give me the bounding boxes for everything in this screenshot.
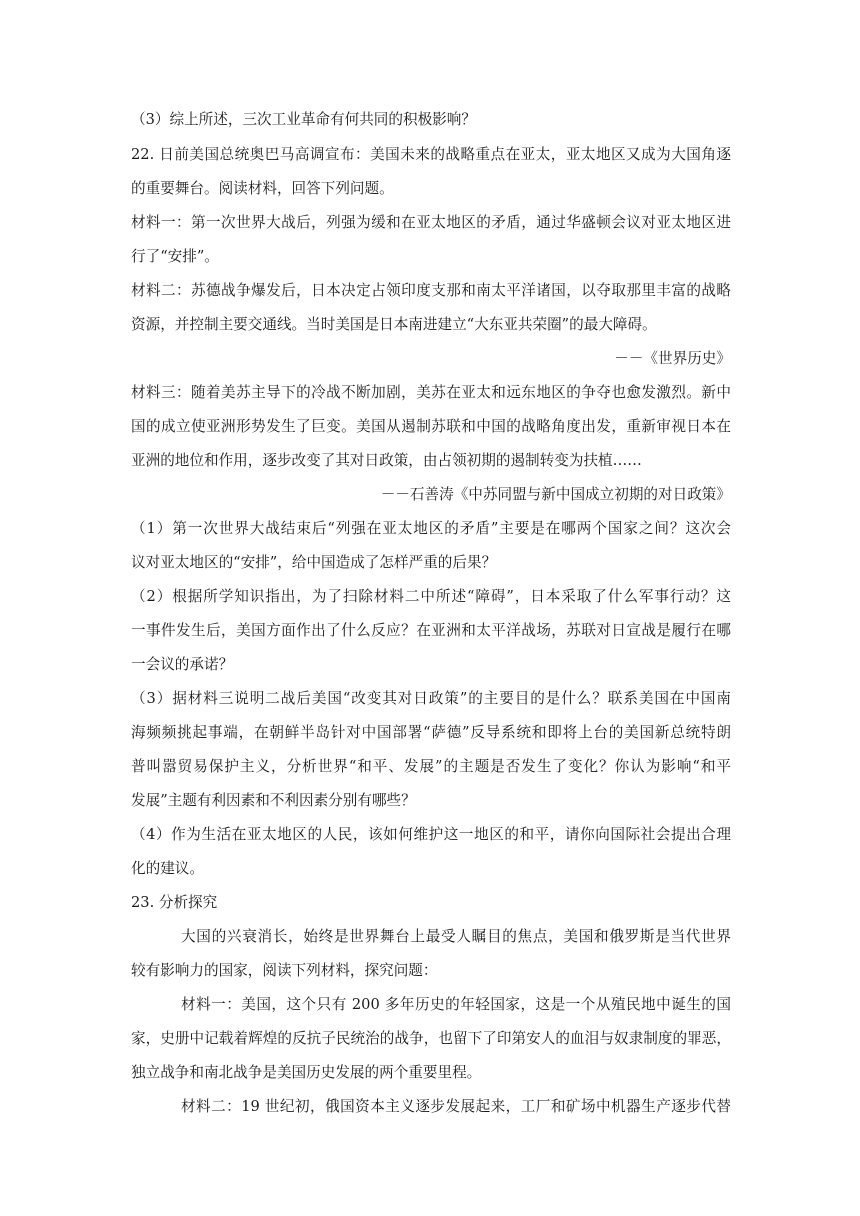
material-3-source: －－石善涛《中苏同盟与新中国成立初期的对日政策》 [380,486,731,503]
question-22-part-2-line-1: （2）根据所学知识指出，为了扫除材料二中所述“障碍”，日本采取了什么军事行动？这 [131,588,731,605]
material-1-line-1: 材料一：第一次世界大战后，列强为缓和在亚太地区的矛盾，通过华盛顿会议对亚太地区进 [131,214,731,231]
material-3-line-3: 亚洲的地位和作用，逐步改变了其对日政策，由占领初期的遏制转变为扶植…… [131,452,642,469]
question-23-heading: 23. 分析探究 [131,894,218,911]
question-22-part-2-line-3: 一会议的承诺？ [131,656,234,673]
question-22-part-3-line-1: （3）据材料三说明二战后美国“改变其对日政策”的主要目的是什么？联系美国在中国南 [131,690,731,707]
question-22-intro-line-1: 22. 日前美国总统奥巴马高调宣布：美国未来的战略重点在亚太，亚太地区又成为大国角逐 [131,146,731,163]
question-22-part-4-line-2: 化的建议。 [131,860,204,877]
question-22-part-2-line-2: 一事件发生后，美国方面作出了什么反应？在亚洲和太平洋战场，苏联对日宣战是履行在哪 [131,622,731,639]
material-1-line-2: 行了“安排”。 [131,248,219,265]
question-21-part-3: （3）综上所述，三次工业革命有何共同的积极影响？ [131,111,476,128]
question-23-material-1-line-1: 材料一：美国，这个只有 200 多年历史的年轻国家，这是一个从殖民地中诞生的国 [181,996,731,1013]
question-22-part-1-line-1: （1）第一次世界大战结束后“列强在亚太地区的矛盾”主要是在哪两个国家之间？这次会 [131,520,731,537]
material-2-line-2: 资源，并控制主要交通线。当时美国是日本南进建立“大东亚共荣圈”的最大障碍。 [131,316,657,333]
question-22-part-3-line-3: 普叫嚣贸易保护主义，分析世界“和平、发展”的主题是否发生了变化？你认为影响“和平 [131,758,731,775]
question-23-intro-line-1: 大国的兴衰消长，始终是世界舞台上最受人瞩目的焦点，美国和俄罗斯是当代世界 [181,928,731,945]
question-22-intro-line-2: 的重要舞台。阅读材料，回答下列问题。 [131,180,394,197]
question-23-intro-line-2: 较有影响力的国家，阅读下列材料，探究问题： [131,962,438,979]
question-23-material-1-line-3: 独立战争和南北战争是美国历史发展的两个重要里程。 [131,1064,482,1081]
material-2-line-1: 材料二：苏德战争爆发后，日本决定占领印度支那和南太平洋诸国，以夺取那里丰富的战略 [131,282,731,299]
question-22-part-4-line-1: （4）作为生活在亚太地区的人民，该如何维护这一地区的和平，请你向国际社会提出合理 [131,826,731,843]
question-22-part-1-line-2: 议对亚太地区的“安排”，给中国造成了怎样严重的后果？ [131,554,497,571]
question-23-material-2-line-1: 材料二：19 世纪初，俄国资本主义逐步发展起来，工厂和矿场中机器生产逐步代替 [181,1098,731,1115]
material-2-source: －－《世界历史》 [614,350,731,367]
question-22-part-3-line-4: 发展”主题有利因素和不利因素分别有哪些？ [131,792,416,809]
material-3-line-2: 国的成立使亚洲形势发生了巨变。美国从遏制苏联和中国的战略角度出发，重新审视日本在 [131,418,731,435]
question-22-part-3-line-2: 海频频挑起事端，在朝鲜半岛针对中国部署“萨德”反导系统和即将上台的美国新总统特朗 [131,724,731,741]
material-3-line-1: 材料三：随着美苏主导下的冷战不断加剧，美苏在亚太和远东地区的争夺也愈发激烈。新中 [131,384,731,401]
question-23-material-1-line-2: 家，史册中记载着辉煌的反抗子民统治的战争，也留下了印第安人的血泪与奴隶制度的罪恶， [131,1030,731,1047]
